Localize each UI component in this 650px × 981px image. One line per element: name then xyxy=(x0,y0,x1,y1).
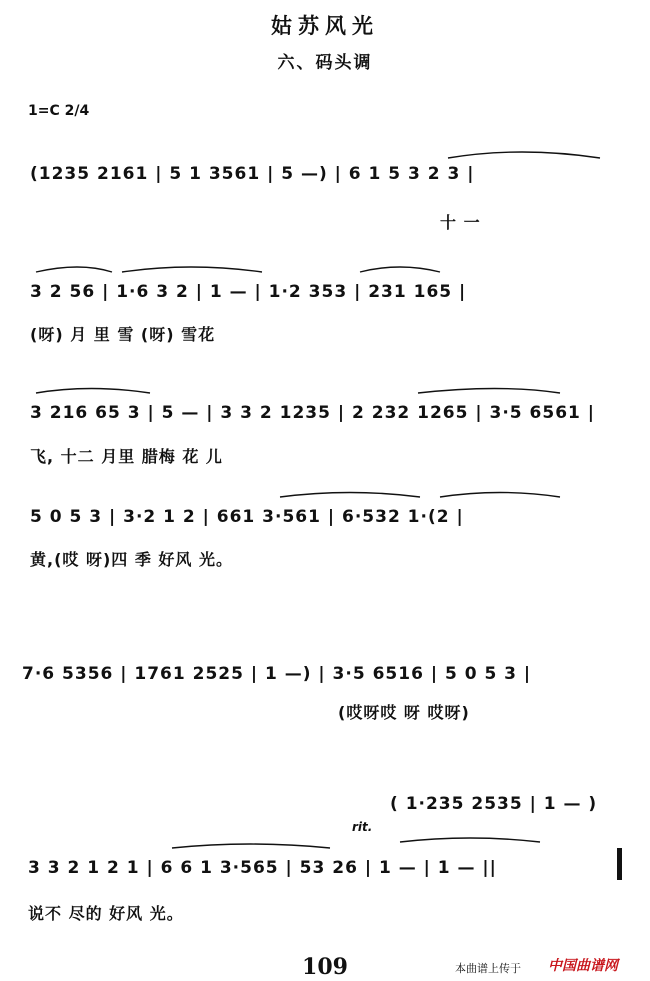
footer-upload-note: 本曲谱上传于 xyxy=(455,962,521,975)
notation-system-6: ( 1·235 2535 | 1 — ) xyxy=(390,794,598,814)
lyrics-system-3: 飞, 十二 月里 腊梅 花 儿 xyxy=(30,447,223,466)
song-subtitle: 六、码头调 xyxy=(277,53,373,73)
notation-system-5: 7·6 5356 | 1761 2525 | 1 —) | 3·5 6516 | 5 0 5 3 | xyxy=(22,664,532,684)
page-title: 姑苏风光 xyxy=(271,14,379,38)
lyrics-system-5: (哎呀哎 呀 哎呀) xyxy=(338,703,470,722)
site-logo[interactable]: 中国曲谱网 xyxy=(548,958,618,974)
notation-system-3: 3 216 65 3 | 5 — | 3 3 2 1235 | 2 232 1265 | 3·5 6561 | xyxy=(30,403,595,423)
notation-system-2: 3 2 56 | 1·6 3 2 | 1 — | 1·2 353 | 231 165 | xyxy=(30,282,467,302)
lyrics-system-7: 说不 尽的 好风 光。 xyxy=(28,904,184,923)
notation-system-1: (1235 2161 | 5 1 3561 | 5 —) | 6 1 5 3 2 3 | xyxy=(30,164,475,184)
key-signature: 1=C 2/4 xyxy=(28,103,90,119)
notation-system-7: 3 3 2 1 2 1 | 6 6 1 3·565 | 53 26 | 1 — | 1 — || xyxy=(28,858,497,878)
notation-system-4: 5 0 5 3 | 3·2 1 2 | 661 3·561 | 6·532 1·(2 | xyxy=(30,507,464,527)
lyrics-system-4: 黄,(哎 呀)四 季 好风 光。 xyxy=(30,550,233,569)
lyrics-system-1: 十 一 xyxy=(440,213,481,232)
page-number: 109 xyxy=(302,954,348,980)
lyrics-system-2: (呀) 月 里 雪 (呀) 雪花 xyxy=(30,325,216,344)
tempo-mark: rit. xyxy=(352,820,373,834)
